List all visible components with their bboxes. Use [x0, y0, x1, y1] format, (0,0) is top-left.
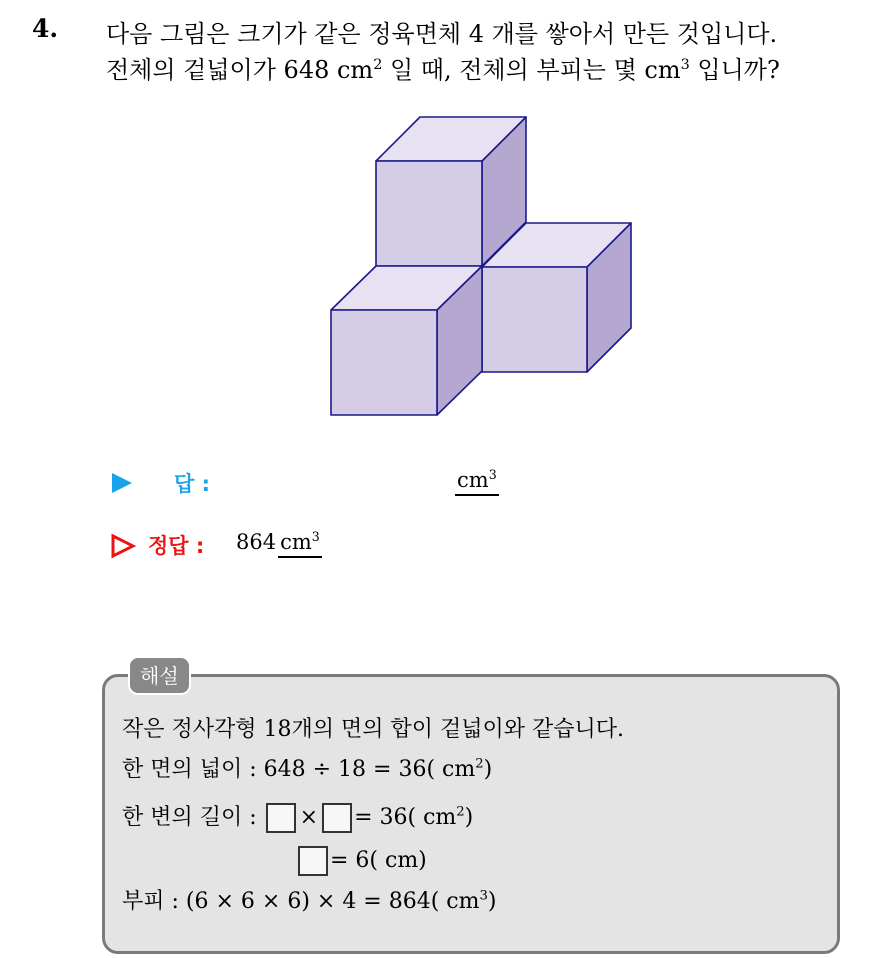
- question-sup-2: 3: [680, 57, 690, 73]
- correct-answer-row: [110, 530, 510, 562]
- solution-line5-sup: 3: [479, 888, 488, 904]
- solution-line5-post: ): [487, 889, 497, 914]
- solution-line3-post: ): [464, 805, 474, 830]
- cube-left-front-face: [331, 310, 437, 415]
- question-line2-mid: 일 때, 전체의 부피는 몇 cm: [382, 56, 681, 84]
- times-sign: ×: [299, 805, 319, 830]
- solution-line-5: [122, 884, 496, 915]
- solution-line3-eq: = 36( cm: [354, 805, 457, 830]
- correct-answer-value: 864: [236, 530, 277, 554]
- solution-line2-sup: 2: [475, 756, 484, 772]
- solution-tag: 해설: [128, 656, 191, 695]
- answer-row: [110, 468, 530, 498]
- solution-line-3: [122, 800, 473, 833]
- blank-box-2: [322, 803, 352, 833]
- solution-line3-sup: 2: [456, 804, 465, 820]
- correct-unit-text: cm: [280, 530, 312, 554]
- solution-line-4: [296, 846, 427, 876]
- cube-right-front-face: [482, 267, 587, 372]
- question-sup-1: 2: [373, 57, 383, 73]
- solution-line4-eq: = 6( cm): [330, 848, 427, 873]
- solution-line5-pre: 부피 : (6 × 6 × 6) × 4 = 864( cm: [122, 889, 480, 914]
- answer-unit-text: cm: [457, 468, 489, 492]
- question-text-line2: [106, 50, 780, 85]
- correct-unit-sup: 3: [311, 529, 320, 544]
- correct-answer-label: 정답 :: [148, 534, 205, 558]
- solution-line2-post: ): [483, 757, 493, 782]
- solution-line-1: 작은 정사각형 18개의 면의 합이 겉넓이와 같습니다.: [122, 717, 624, 742]
- blank-box-1: [266, 803, 296, 833]
- answer-unit-sup: 3: [488, 467, 497, 482]
- answer-label: 답 :: [174, 472, 210, 496]
- blank-box-3: [298, 846, 328, 876]
- solution-line3-pre: 한 변의 길이 :: [122, 805, 264, 830]
- solution-line2-pre: 한 면의 넓이 : 648 ÷ 18 = 36( cm: [122, 757, 476, 782]
- question-line2-pre: 전체의 겉넓이가 648 cm: [106, 56, 374, 84]
- outline-triangle-icon: [110, 533, 136, 559]
- correct-answer-unit: [278, 530, 322, 558]
- question-number: 4.: [32, 14, 59, 43]
- cube-top-front-face: [376, 161, 482, 266]
- correct-answer-value-wrap: [236, 530, 322, 554]
- solution-line-2: [122, 752, 492, 783]
- question-line2-post: 입니까?: [689, 56, 780, 84]
- stacked-cubes-figure: [325, 112, 637, 422]
- play-triangle-icon: [110, 471, 134, 495]
- answer-blank-unit[interactable]: [455, 468, 499, 496]
- question-text-line1: 다음 그림은 크기가 같은 정육면체 4 개를 쌓아서 만든 것입니다.: [106, 20, 778, 48]
